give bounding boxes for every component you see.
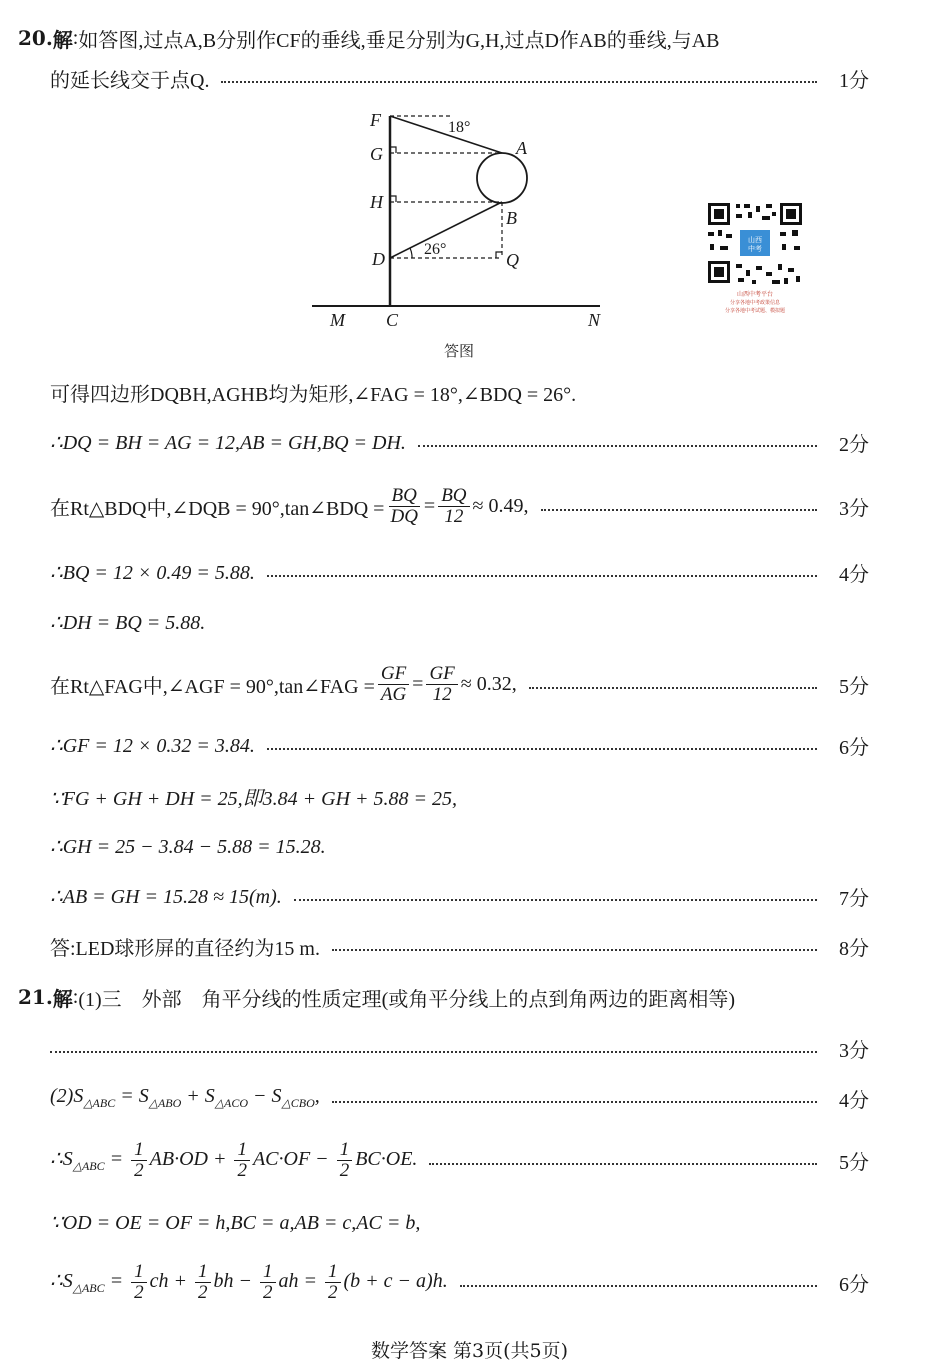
leader-dots xyxy=(429,1163,817,1165)
q20-intro-line-1: 20. 解 : 如答图,过点A,B分别作CF的垂线,垂足分别为G,H,过点D作AB的垂线,与AB xyxy=(18,18,869,58)
fraction-numerator: 1 xyxy=(337,1140,353,1161)
score-mark: 3分 xyxy=(839,1039,869,1062)
fraction-denominator: AG xyxy=(380,683,407,705)
equation-gh: ∴GH = 25 − 3.84 − 5.88 = 15.28. xyxy=(50,835,326,858)
intro-text-2: 的延长线交于点Q. xyxy=(50,69,210,92)
fraction-half xyxy=(260,1262,276,1303)
fraction-numerator: BQ xyxy=(438,486,469,507)
leader-dots xyxy=(418,445,817,447)
fraction-denominator: 2 xyxy=(198,1281,208,1303)
fraction-numerator: 1 xyxy=(260,1262,276,1283)
fraction-denominator: 2 xyxy=(328,1281,338,1303)
fraction-gf-ag xyxy=(378,664,409,705)
term-ah: ah = xyxy=(278,1269,318,1292)
fraction-numerator: 1 xyxy=(195,1262,211,1283)
q20-fag-line: 在Rt△FAG中,∠AGF = 90°,tan∠FAG = $\frac{GF}{AG}$ = $\frac{GF}{12}$ ≈ 0.32, 5分 xyxy=(50,662,869,705)
term-ch: ch + xyxy=(149,1269,188,1292)
score-mark: 2分 xyxy=(839,433,869,456)
fraction-denominator: DQ xyxy=(390,505,418,527)
page-footer: 数学答案 第3页(共5页) xyxy=(370,1340,569,1362)
right-angle-q xyxy=(496,252,502,258)
fraction-denominator: 12 xyxy=(432,683,452,705)
equation-gf: ∴GF = 12 × 0.32 = 3.84. xyxy=(50,734,255,757)
leader-dots xyxy=(529,687,817,689)
fraction-numerator: BQ xyxy=(389,486,420,507)
label-n: N xyxy=(588,310,601,330)
subscript-aco: △ACO xyxy=(214,1096,249,1110)
area-symbol: S xyxy=(204,1085,215,1107)
label-c: C xyxy=(386,310,399,330)
q20-rect-line xyxy=(50,372,869,412)
angle-arc-d xyxy=(410,248,412,258)
q20-ab-line xyxy=(50,876,869,916)
fraction-half xyxy=(337,1140,353,1181)
fraction-half xyxy=(131,1140,147,1181)
qr-caption-2: 分享各地中考政策信息 xyxy=(729,300,781,306)
question-number: 20. xyxy=(18,26,53,50)
figure-caption: 答图 xyxy=(444,342,475,360)
score-mark: 1分 xyxy=(839,69,869,92)
tan-bdq-prefix: 在Rt△BDQ中,∠DQB = 90°,tan∠BDQ = xyxy=(50,497,385,520)
intro-text: 如答图,过点A,B分别作CF的垂线,垂足分别为G,H,过点D作AB的垂线,与AB xyxy=(78,29,720,52)
subscript-cbo: △CBO xyxy=(281,1096,315,1110)
q21-line6 xyxy=(50,1254,869,1310)
equals-sign: = xyxy=(109,1147,124,1170)
label-m: M xyxy=(330,310,345,330)
segment-fa xyxy=(390,116,502,153)
area-symbol: S xyxy=(271,1085,282,1107)
qr-caption-3: 分享各地中考试题、模拟题 xyxy=(724,308,786,314)
area-symbol: ∴S xyxy=(50,1147,73,1170)
fraction-numerator: 1 xyxy=(131,1140,147,1161)
minus-sign: − xyxy=(253,1085,267,1107)
q20-bdq-line: 在Rt△BDQ中,∠DQB = 90°,tan∠BDQ = $\frac{BQ}{DQ}$ = $\frac{BQ}{12}$ ≈ 0.49, 3分 xyxy=(50,484,869,527)
solution-label: 解 xyxy=(52,27,73,52)
equals-sign: = xyxy=(120,1085,134,1107)
q21-line5 xyxy=(50,1132,869,1188)
q21-part2-line xyxy=(50,1078,869,1118)
leader-dots xyxy=(267,748,817,750)
fraction-numerator: 1 xyxy=(234,1140,250,1161)
fraction-denominator: 12 xyxy=(444,505,464,527)
equation-sum: ∵FG + GH + DH = 25,即3.84 + GH + 5.88 = 25, xyxy=(50,787,458,810)
final-answer: 答:LED球形屏的直径约为15 m. xyxy=(50,937,320,960)
label-d: D xyxy=(372,249,385,269)
svg-text:中考: 中考 xyxy=(748,245,762,253)
fraction-half xyxy=(131,1262,147,1303)
label-g: G xyxy=(370,144,383,164)
term-ab-od: AB·OD + xyxy=(149,1147,227,1170)
leader-dots xyxy=(460,1285,817,1287)
angle-label-18: 18° xyxy=(448,119,471,136)
fraction-denominator: 2 xyxy=(134,1281,144,1303)
q21-part1-line: 21. 解 : (1)三 外部 角平分线的性质定理(或角平分线上的点到角两边的距离相等) xyxy=(18,977,869,1017)
score-mark: 8分 xyxy=(839,937,869,960)
score-mark: 4分 xyxy=(839,563,869,586)
equation-od: ∵OD = OE = OF = h,BC = a,AB = c,AC = b, xyxy=(50,1211,421,1234)
approx-value: ≈ 0.32, xyxy=(460,672,517,695)
leader-dots xyxy=(267,575,817,577)
fraction-bq-12 xyxy=(438,486,469,527)
score-mark: 5分 xyxy=(839,1151,869,1174)
leader-dots xyxy=(332,949,817,951)
q21-od-line xyxy=(50,1202,869,1242)
fraction-half xyxy=(325,1262,341,1303)
q20-answer-line xyxy=(50,926,869,966)
equation-dq: ∴DQ = BH = AG = 12,AB = GH,BQ = DH. xyxy=(50,431,406,454)
equation-bq: ∴BQ = 12 × 0.49 = 5.88. xyxy=(50,561,255,584)
fraction-half xyxy=(234,1140,250,1181)
fraction-numerator: 1 xyxy=(325,1262,341,1283)
score-mark: 6分 xyxy=(839,1273,869,1296)
approx-value: ≈ 0.49, xyxy=(472,494,529,517)
equation-ab: ∴AB = GH = 15.28 ≈ 15(m). xyxy=(50,885,282,908)
score-mark: 5分 xyxy=(839,675,869,698)
leader-dots xyxy=(221,81,817,83)
label-q: Q xyxy=(506,250,519,270)
equals-sign: = xyxy=(109,1269,124,1292)
score-mark: 4分 xyxy=(839,1089,869,1112)
fraction-denominator: 2 xyxy=(237,1159,247,1181)
subscript-abc: △ABC xyxy=(83,1096,116,1110)
leader-dots xyxy=(332,1101,817,1103)
q20-dq-line xyxy=(50,422,869,462)
q20-dh-line xyxy=(50,602,869,642)
leader-dots xyxy=(50,1051,817,1053)
subscript-abc: △ABC xyxy=(72,1158,105,1173)
equation-dh: ∴DH = BQ = 5.88. xyxy=(50,611,206,634)
leader-dots xyxy=(541,509,817,511)
tan-fag-prefix: 在Rt△FAG中,∠AGF = 90°,tan∠FAG = xyxy=(50,675,375,698)
qr-caption-1: 山西中考平台 xyxy=(736,291,774,298)
fraction-half xyxy=(195,1262,211,1303)
label-f: F xyxy=(370,110,381,130)
fraction-numerator: GF xyxy=(378,664,409,685)
fraction-gf-12 xyxy=(426,664,457,705)
fraction-denominator: 2 xyxy=(339,1159,350,1181)
fraction-denominator: 2 xyxy=(263,1281,273,1303)
svg-text:山西: 山西 xyxy=(748,236,762,244)
label-a: A xyxy=(516,138,527,158)
area-symbol: (2)S xyxy=(50,1085,84,1107)
question-number: 21. xyxy=(18,985,53,1009)
fraction-denominator: 2 xyxy=(134,1159,144,1181)
term-bc-oe: BC·OE. xyxy=(355,1147,418,1170)
led-sphere xyxy=(477,153,527,203)
score-mark: 3分 xyxy=(839,497,869,520)
subscript-abo: △ABO xyxy=(148,1096,182,1110)
angle-label-26: 26° xyxy=(424,241,447,258)
area-symbol: S xyxy=(138,1085,149,1107)
q20-sum-line xyxy=(50,776,869,816)
term-ac-of: AC·OF − xyxy=(252,1147,329,1170)
comma: , xyxy=(314,1085,320,1107)
fraction-numerator: GF xyxy=(426,664,457,685)
fraction-bq-dq xyxy=(387,486,420,527)
rectangle-statement: 可得四边形DQBH,AGHB均为矩形,∠FAG = 18°,∠BDQ = 26°. xyxy=(50,383,577,406)
label-b: B xyxy=(506,208,517,228)
label-h: H xyxy=(370,192,383,212)
q20-gf-line xyxy=(50,725,869,765)
q20-bq-line xyxy=(50,552,869,592)
term-result: (b + c − a)h. xyxy=(343,1269,448,1292)
fraction-numerator: 1 xyxy=(131,1262,147,1283)
q21-part1-score-line xyxy=(50,1028,869,1068)
qr-code xyxy=(700,200,810,320)
solution-label: 解 xyxy=(52,986,73,1011)
geometry-figure xyxy=(300,108,620,363)
subscript-abc: △ABC xyxy=(72,1280,105,1295)
leader-dots xyxy=(294,899,817,901)
score-mark: 6分 xyxy=(839,736,869,759)
q20-gh-line xyxy=(50,826,869,866)
plus-sign: + xyxy=(186,1085,200,1107)
q20-intro-line-2 xyxy=(50,58,869,98)
part1-answer: (1)三 外部 角平分线的性质定理(或角平分线上的点到角两边的距离相等) xyxy=(78,988,735,1011)
term-bh: bh − xyxy=(213,1269,253,1292)
score-mark: 7分 xyxy=(839,887,869,910)
area-symbol: ∴S xyxy=(50,1269,73,1292)
